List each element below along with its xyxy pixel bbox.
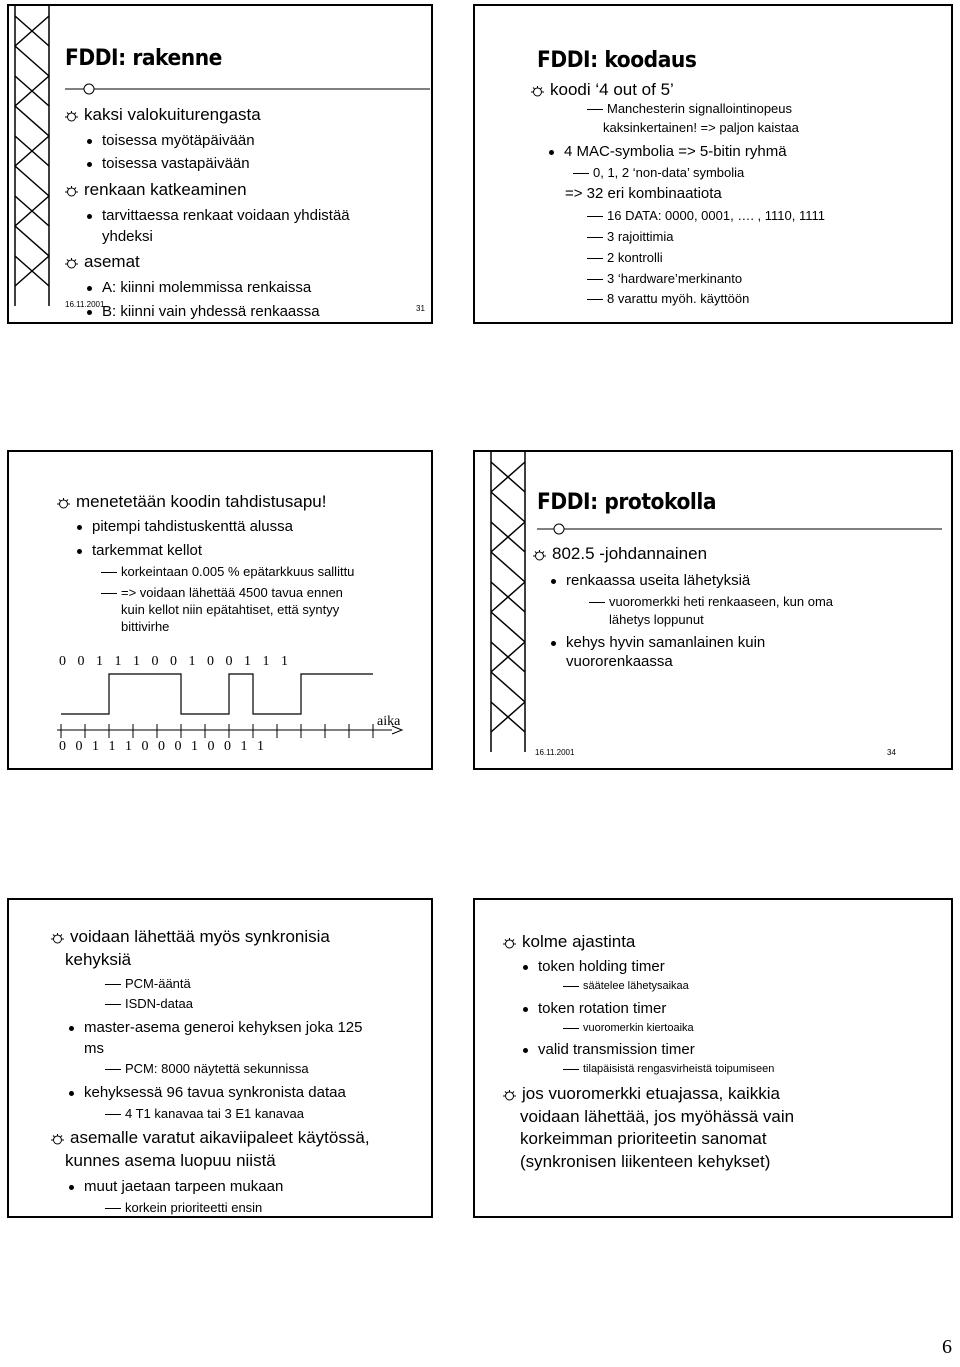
sub-bullet (551, 572, 750, 589)
bullet-text: 802.5 -johdannainen (552, 544, 708, 563)
sub-bullet (549, 143, 787, 160)
slide-32 (473, 4, 953, 324)
sub-sub-bullet (105, 996, 193, 1011)
page-number: 6 (942, 1336, 952, 1358)
bullet-text: renkaassa useita lähetyksiä (566, 572, 751, 589)
signal-line (61, 674, 373, 714)
bullet-text: korkeimman prioriteetin sanomat (520, 1129, 767, 1148)
lightbulb-icon (533, 548, 546, 561)
bullet-text: lähetys loppunut (609, 612, 704, 627)
lightbulb-icon (65, 109, 78, 122)
signal-waveform (57, 666, 377, 726)
bullet-text: PCM: 8000 näytettä sekunnissa (125, 1061, 309, 1076)
sub-bullet (523, 958, 665, 975)
bullet-text: korkein prioriteetti ensin (125, 1200, 263, 1215)
sub-bullet (77, 542, 202, 559)
bullet-text: säätelee lähetysaikaa (583, 980, 689, 992)
bullet-text: tarkemmat kellot (92, 542, 203, 559)
bullet-text: tilapäisistä rengasvirheistä toipumiseen (583, 1063, 775, 1075)
lightbulb-icon (57, 496, 70, 509)
sub-sub-bullet (105, 976, 191, 991)
bullet-text: PCM-ääntä (125, 976, 191, 991)
bullet-text: Manchesterin signallointinopeus (607, 101, 793, 116)
bullet-text: 4 MAC-symbolia => 5-bitin ryhmä (564, 143, 787, 160)
bullet-text: => voidaan lähettää 4500 tavua ennen (121, 585, 343, 600)
sub-bullet (69, 1019, 362, 1036)
sub-bullet (87, 132, 255, 149)
sub-bullet (87, 303, 320, 320)
sub-bullet (551, 634, 765, 651)
bullet (503, 932, 635, 952)
sub-sub-bullet (587, 291, 749, 306)
bullet-text: A: kiinni molemmissa renkaissa (102, 279, 312, 296)
bullet-text: bittivirhe (121, 619, 170, 634)
bullet (65, 180, 247, 200)
sub-sub-bullet (587, 271, 742, 286)
bullet-text: asemat (84, 252, 140, 271)
bullet-text: 8 varattu myöh. käyttöön (607, 291, 750, 306)
bit-sequence-bottom: 0 0 1 1 1 0 0 0 1 0 0 1 1 (59, 739, 264, 754)
sub-sub-bullet (563, 1063, 774, 1075)
bullet-text: vuoromerkki heti renkaaseen, kun oma (609, 594, 834, 609)
slide-title: FDDI: koodaus (537, 48, 697, 73)
bullet-text: kuin kellot niin epätahtiset, että syntyy (121, 602, 340, 617)
slide-number: 31 (416, 304, 425, 313)
bullet-text: 3 ‘hardware’merkinanto (607, 271, 743, 286)
bullet-text: master-asema generoi kehyksen joka 125 (84, 1019, 363, 1036)
slide-33 (7, 450, 433, 770)
sub-bullet (69, 1178, 283, 1195)
slide-date: 16.11.2001 (535, 748, 575, 757)
sub-sub-bullet (105, 1061, 309, 1076)
sub-sub-bullet (101, 564, 354, 579)
sub-sub-bullet (587, 208, 825, 223)
sub-bullet (87, 207, 350, 224)
slide-34 (473, 450, 953, 770)
ring-decoration-icon (9, 6, 55, 322)
bullet-text: yhdeksi (102, 228, 153, 245)
slide-title: FDDI: protokolla (537, 490, 717, 515)
slide-31 (7, 4, 433, 324)
sub-sub-bullet (587, 101, 792, 116)
bullet-text: ms (84, 1040, 104, 1057)
sub-sub-bullet (105, 1200, 262, 1215)
bullet-text: toisessa myötäpäivään (102, 132, 255, 149)
bullet-text: vuoromerkin kiertoaika (583, 1022, 694, 1034)
sub-sub-bullet (587, 250, 663, 265)
lightbulb-icon (531, 84, 544, 97)
slide-35 (7, 898, 433, 1218)
bullet-text: kunnes asema luopuu niistä (65, 1151, 276, 1170)
lightbulb-icon (51, 1132, 64, 1145)
bullet-text: tarvittaessa renkaat voidaan yhdistää (102, 207, 350, 224)
bullet (533, 544, 707, 564)
bullet-text: renkaan katkeaminen (84, 180, 247, 199)
slide-number: 34 (887, 748, 896, 757)
bullet-text: token holding timer (538, 958, 665, 975)
bullet (503, 1084, 780, 1104)
slide-36 (473, 898, 953, 1218)
sub-sub-bullet (101, 585, 343, 600)
bullet-text: valid transmission timer (538, 1041, 695, 1058)
bullet-text: asemalle varatut aikaviipaleet käytössä, (70, 1128, 370, 1147)
bullet-text: 0, 1, 2 ‘non-data’ symbolia (593, 165, 745, 180)
divider-line (537, 522, 942, 536)
bullet-text: jos vuoromerkki etuajassa, kaikkia (522, 1084, 780, 1103)
sub-bullet (69, 1084, 346, 1101)
bullet-text: ISDN-dataa (125, 996, 193, 1011)
sub-bullet (77, 518, 293, 535)
bullet-text: menetetään koodin tahdistusapu! (76, 492, 327, 511)
axis-label: aika (377, 714, 401, 729)
lightbulb-icon (503, 936, 516, 949)
sub-bullet (523, 1000, 666, 1017)
bit-sequence-top: 0 0 1 1 1 0 0 1 0 0 1 1 1 (59, 654, 288, 669)
sub-sub-bullet (563, 1022, 694, 1034)
sub-sub-bullet (105, 1106, 304, 1121)
bullet-text: voidaan lähettää myös synkronisia (70, 927, 330, 946)
bullet-text: (synkronisen liikenteen kehykset) (520, 1152, 771, 1171)
bullet-text: korkeintaan 0.005 % epätarkkuus sallittu (121, 564, 355, 579)
lightbulb-icon (51, 931, 64, 944)
bullet (51, 1128, 370, 1148)
bullet-text: toisessa vastapäivään (102, 155, 250, 172)
bullet (65, 105, 261, 125)
bullet-text: kehyksessä 96 tavua synkronista dataa (84, 1084, 346, 1101)
divider-line (65, 82, 430, 96)
sub-sub-bullet (573, 165, 744, 180)
slide-title: FDDI: rakenne (65, 46, 222, 71)
bullet-text: kaksi valokuiturengasta (84, 105, 261, 124)
bullet-text: 2 kontrolli (607, 250, 663, 265)
sub-sub-bullet (589, 594, 833, 609)
sub-bullet (523, 1041, 695, 1058)
bullet-text: 16 DATA: 0000, 0001, …. , 1110, 1111 (607, 208, 826, 223)
bullet-text: vuororenkaassa (566, 653, 673, 670)
sub-bullet (87, 279, 311, 296)
ring-decoration-icon (485, 452, 531, 768)
bullet-text: 3 rajoittimia (607, 229, 674, 244)
bullet-text: koodi ‘4 out of 5’ (550, 80, 674, 99)
bullet-text: kehys hyvin samanlainen kuin (566, 634, 766, 651)
lightbulb-icon (503, 1088, 516, 1101)
bullet-text: kaksinkertainen! => paljon kaistaa (603, 120, 799, 135)
bullet (51, 927, 330, 947)
bullet-text: muut jaetaan tarpeen mukaan (84, 1178, 284, 1195)
bullet (57, 492, 326, 512)
bullet-text: kehyksiä (65, 950, 132, 969)
bullet-text: 4 T1 kanavaa tai 3 E1 kanavaa (125, 1106, 304, 1121)
lightbulb-icon (65, 184, 78, 197)
bullet-text: pitempi tahdistuskenttä alussa (92, 518, 293, 535)
bullet (65, 252, 140, 272)
bullet-text: => 32 eri kombinaatiota (565, 185, 722, 202)
slide-date: 16.11.2001 (65, 300, 105, 309)
lightbulb-icon (65, 256, 78, 269)
sub-sub-bullet (587, 229, 673, 244)
bullet (531, 80, 674, 100)
bullet-text: voidaan lähettää, jos myöhässä vain (520, 1107, 795, 1126)
bullet-text: B: kiinni vain yhdessä renkaassa (102, 303, 320, 320)
bullet-text: kolme ajastinta (522, 932, 636, 951)
bullet-text: token rotation timer (538, 1000, 667, 1017)
sub-sub-bullet (563, 980, 689, 992)
sub-bullet (87, 155, 250, 172)
